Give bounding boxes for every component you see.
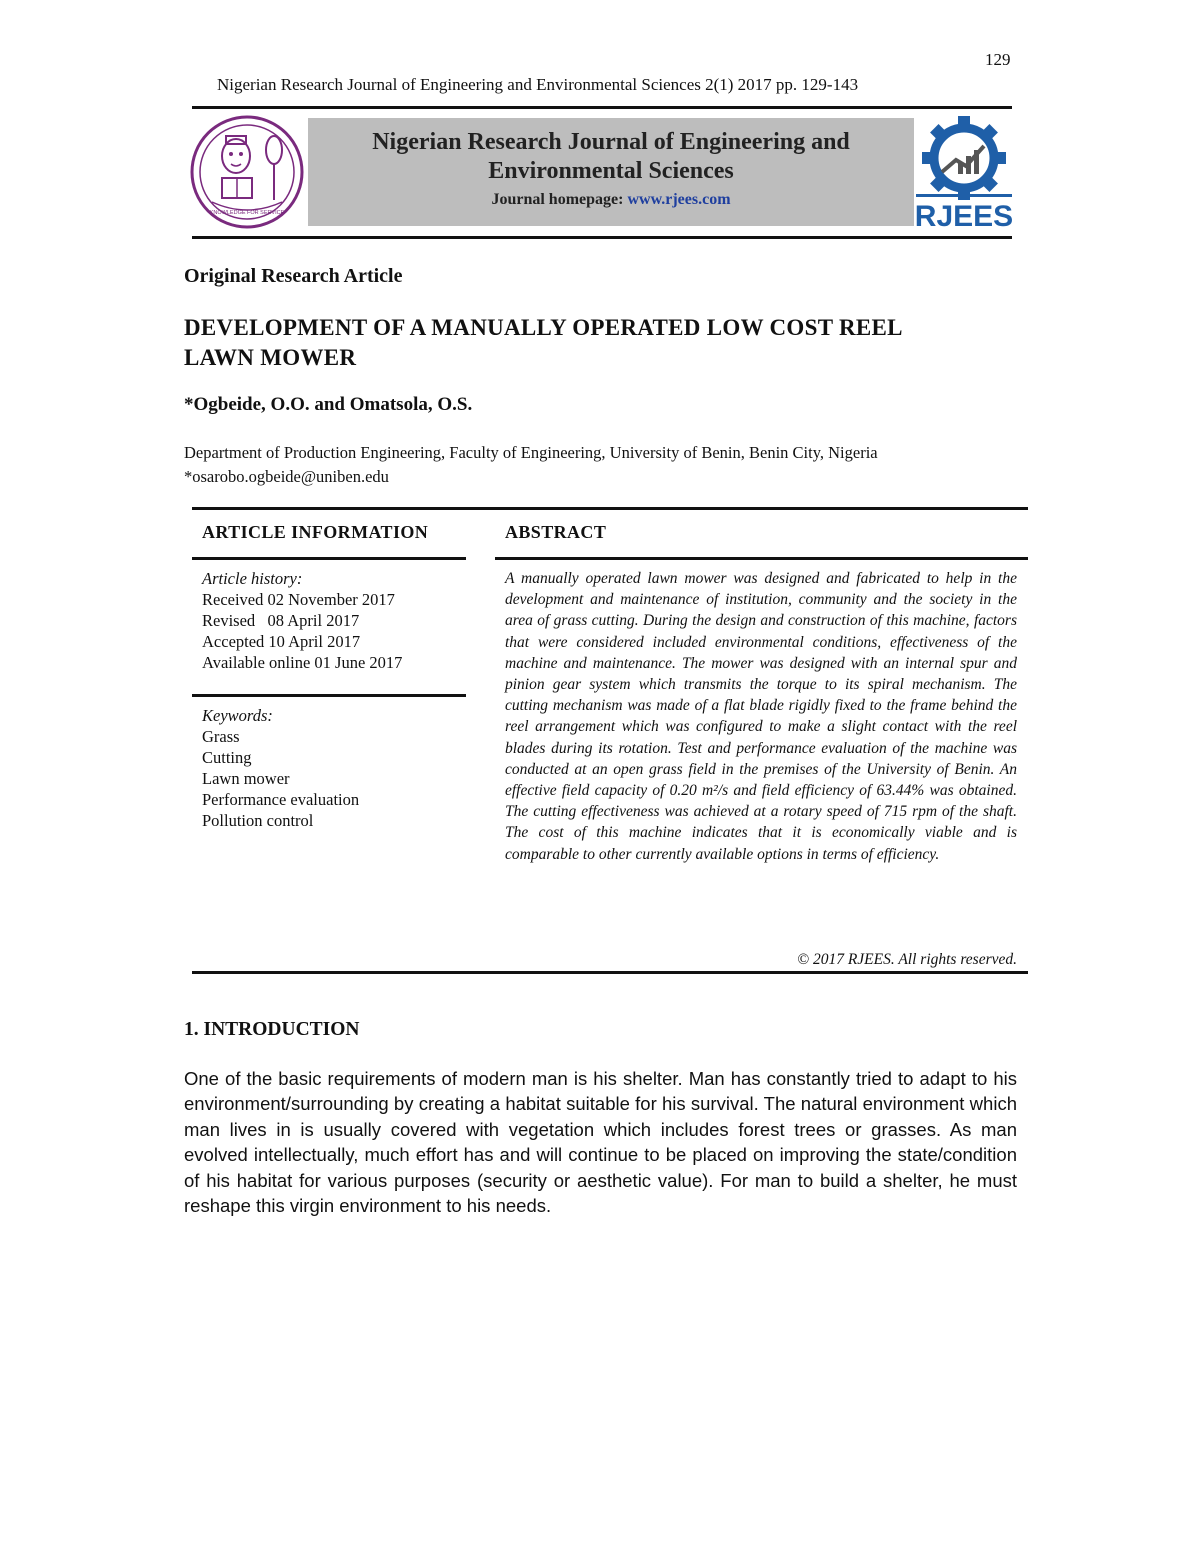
journal-homepage [308, 191, 914, 209]
homepage-label: Journal homepage: [491, 191, 628, 208]
running-head: Nigerian Research Journal of Engineering and Environmental Sciences 2(1) 2017 pp. 129-143 [217, 75, 859, 94]
journal-title-line2: Environmental Sciences [488, 158, 734, 184]
journal-title [308, 128, 914, 186]
abstract-header-rule [495, 557, 1028, 560]
info-header-rule [192, 557, 466, 560]
homepage-link[interactable]: www.rjees.com [627, 191, 731, 208]
affiliation: Department of Production Engineering, Faculty of Engineering, University of Benin, Benin City, Nigeria [184, 443, 878, 462]
introduction-paragraph: One of the basic requirements of modern man is his shelter. Man has constantly tried to adapt to his environment/surrounding by creating a habitat suitable for his survival. The natural environment which man lives in is usually covered with vegetation which includes forest trees or grasses. As man evolved intellectually, much effort has and will continue to be placed on improving the state/condition of his habitat for various purposes (security or aesthetic value). For man to build a shelter, he must reshape this virgin environment to his needs. [184, 1068, 1017, 1217]
university-seal-logo [188, 114, 306, 230]
banner-rule [192, 236, 1012, 239]
article-type: Original Research Article [184, 265, 403, 287]
article-title-line1: DEVELOPMENT OF A MANUALLY OPERATED LOW COST REEL [184, 315, 903, 340]
info-bottom-rule [192, 971, 1028, 974]
history-label: Article history: [202, 569, 303, 588]
rjees-logo [914, 114, 1014, 232]
header-rule [192, 106, 1012, 109]
history-received: Received 02 November 2017 [202, 590, 395, 609]
page-number: 129 [985, 50, 1011, 69]
introduction-heading: 1. INTRODUCTION [184, 1019, 360, 1040]
keywords [202, 705, 359, 831]
keywords-label: Keywords: [202, 706, 273, 725]
seal-motto: KNOWLEDGE FOR SERVICE [209, 210, 285, 216]
email[interactable]: *osarobo.ogbeide@uniben.edu [184, 467, 389, 486]
journal-banner [308, 118, 914, 226]
keyword-item: Grass [202, 727, 240, 746]
history-accepted: Accepted 10 April 2017 [202, 632, 361, 651]
history-revised: Revised 08 April 2017 [202, 611, 360, 630]
journal-title-line1: Nigerian Research Journal of Engineering and [372, 129, 850, 155]
university-seal-icon [188, 114, 306, 230]
keyword-item: Pollution control [202, 811, 314, 830]
article-history [202, 568, 402, 673]
keyword-item: Lawn mower [202, 769, 290, 788]
info-mid-rule [192, 694, 466, 697]
abstract-text: A manually operated lawn mower was designed and fabricated to help in the development and maintenance of institution, community and the society in the area of grass cutting. During the design and construction of this machine, factors that were considered included environmental conditions, effectiveness of the machine and maintenance. The mower was designed with an internal spur and pinion gear system which transmits the torque to its spiral mechanism. The cutting mechanism was made of a flat blade rigidly fixed to the frame behind the reel arrangement which was configured to make a slight contact with the reel blades during its rotation. Test and performance evaluation of the machine was conducted at an open grass field in the premises of the University of Benin. An effective field capacity of 0.20 m²/s and field efficiency of 63.44% was obtained. The cutting effectiveness was achieved at a rotary speed of 715 rpm of the shaft. The cost of this machine indicates that it is economically viable and is comparable to other currently available options in terms of efficiency. [505, 570, 1017, 863]
article-title-line2: LAWN MOWER [184, 345, 357, 370]
copyright: © 2017 RJEES. All rights reserved. [797, 951, 1017, 968]
gear-icon [914, 114, 1014, 232]
affiliation-block [184, 441, 878, 489]
info-top-rule [192, 507, 1028, 510]
keyword-item: Cutting [202, 748, 252, 767]
article-info-heading: ARTICLE INFORMATION [202, 522, 429, 542]
abstract-heading: ABSTRACT [505, 522, 607, 542]
rjees-logo-text: RJEES [914, 200, 1014, 232]
authors: *Ogbeide, O.O. and Omatsola, O.S. [184, 394, 473, 415]
keyword-item: Performance evaluation [202, 790, 360, 809]
article-title [184, 313, 1024, 373]
history-online: Available online 01 June 2017 [202, 653, 403, 672]
